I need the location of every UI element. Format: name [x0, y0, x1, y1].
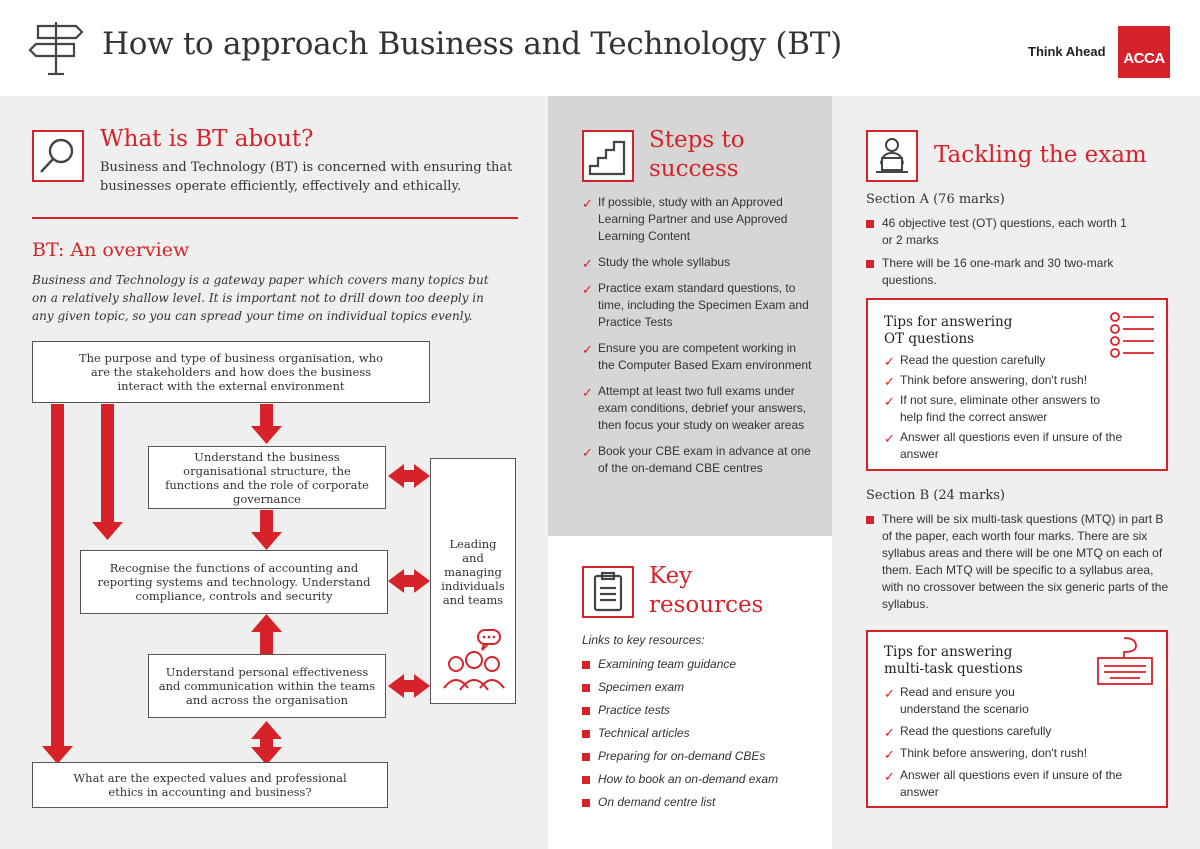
check-icon: ✓: [582, 342, 593, 357]
check-icon: ✓: [582, 196, 593, 211]
step-item: [582, 254, 814, 271]
resource-link-text[interactable]: Specimen exam: [598, 680, 685, 694]
check-icon: ✓: [884, 394, 895, 409]
ot-tip-text: Read the question carefully: [900, 353, 1046, 367]
resources-panel: [548, 536, 832, 849]
what-is-panel: [0, 96, 548, 849]
flow-box-personal: Understand personal effectiveness and communication within the teams and across the organisation: [148, 654, 386, 718]
step-item-text: Book your CBE exam in advance at one of the on-demand CBE centres: [598, 444, 811, 475]
bullet-square-icon: [582, 799, 590, 807]
resource-link-text[interactable]: Technical articles: [598, 726, 690, 740]
resource-link[interactable]: [582, 771, 814, 788]
bullet-square-icon: [866, 220, 874, 228]
section-b-list: [866, 511, 1170, 613]
check-icon: ✓: [884, 354, 895, 369]
check-icon: ✓: [884, 686, 895, 701]
ot-tip-item: [884, 372, 1124, 389]
step-item-text: Practice exam standard questions, to time, including the Specimen Exam and Practice Tests: [598, 281, 809, 329]
ot-tips-list: [884, 352, 1124, 463]
arrow-left-2: [101, 404, 114, 522]
harrow-1: [388, 464, 430, 488]
section-b-title: Section B (24 marks): [866, 488, 1005, 503]
mtq-tips-title-line2: multi-task questions: [884, 661, 1023, 677]
arrow-mid-2-head: [251, 532, 282, 550]
ot-tip-text: Think before answering, don't rush!: [900, 373, 1088, 387]
resource-link-text[interactable]: How to book an on-demand exam: [598, 772, 779, 786]
resource-link[interactable]: [582, 748, 814, 765]
what-is-heading: What is BT about?: [100, 126, 314, 152]
step-item: [582, 194, 814, 245]
steps-heading: [649, 126, 745, 184]
mtq-tip-text: Read and ensure you understand the scenario: [900, 685, 1029, 716]
resource-link[interactable]: [582, 656, 814, 673]
arrow-mid-3: [260, 632, 273, 654]
steps-list: [582, 194, 814, 477]
mtq-tips-title-line1: Tips for answering: [884, 644, 1013, 660]
bullet-square-icon: [582, 684, 590, 692]
tackling-panel: [832, 96, 1200, 849]
resource-link-text[interactable]: Practice tests: [598, 703, 671, 717]
resource-link[interactable]: [582, 679, 814, 696]
bullet-square-icon: [582, 776, 590, 784]
ot-tips-title-line1: Tips for answering: [884, 314, 1013, 330]
check-icon: ✓: [884, 431, 895, 446]
mtq-tips-box: [866, 630, 1168, 808]
arrow-mid-3-head: [251, 614, 282, 632]
signpost-icon: [28, 18, 84, 78]
step-item: [582, 280, 814, 331]
bullet-square-icon: [582, 753, 590, 761]
mtq-tip-text: Answer all questions even if unsure of the answer: [900, 768, 1123, 799]
check-icon: ✓: [582, 445, 593, 460]
step-item: [582, 383, 814, 434]
mtq-tip-text: Read the questions carefully: [900, 724, 1052, 738]
bullet-square-icon: [582, 730, 590, 738]
section-a-list: [866, 215, 1138, 289]
section-a-item-text: There will be 16 one-mark and 30 two-mark questions.: [882, 256, 1114, 287]
mtq-tips-list: [884, 684, 1124, 801]
section-a-title: Section A (76 marks): [866, 192, 1005, 207]
steps-heading-line1: Steps to: [649, 127, 745, 153]
leading-label: Leading and managing individuals and teams: [441, 537, 505, 607]
mtq-tip-item: [884, 745, 1124, 762]
flow-box-accounting: Recognise the functions of accounting and reporting systems and technology. Understand compliance, controls and security: [80, 550, 388, 614]
stairs-icon: [584, 132, 632, 180]
step-item-text: Ensure you are competent working in the Computer Based Exam environment: [598, 341, 812, 372]
step-item-text: Study the whole syllabus: [598, 255, 731, 269]
mtq-tips-title: [884, 644, 1023, 678]
step-item-text: Attempt at least two full exams under exam conditions, debrief your answers, then focus your study on weaker areas: [598, 384, 807, 432]
resources-heading: [649, 562, 763, 620]
resource-link[interactable]: [582, 725, 814, 742]
tackling-heading: Tackling the exam: [934, 142, 1147, 168]
tagline: Think Ahead: [1028, 44, 1106, 59]
clipboard-icon-box: [582, 566, 634, 618]
ot-tips-title: [884, 314, 1012, 348]
check-icon: ✓: [582, 385, 593, 400]
flow-box-ethics: What are the expected values and professional ethics in accounting and business?: [32, 762, 388, 808]
flow-box-structure: Understand the business organisational structure, the functions and the role of corporate governance: [148, 446, 386, 509]
resource-link-text[interactable]: On demand centre list: [598, 795, 716, 809]
acca-logo[interactable]: ACCA: [1118, 26, 1170, 78]
ot-tip-text: If not sure, eliminate other answers to help find the correct answer: [900, 393, 1101, 424]
arrow-mid-1-head: [251, 426, 282, 444]
bullet-square-icon: [582, 707, 590, 715]
harrow-2: [388, 569, 430, 593]
arrow-mid-2: [260, 510, 273, 532]
check-icon: ✓: [884, 769, 895, 784]
ot-tips-title-line2: OT questions: [884, 331, 975, 347]
steps-heading-line2: success: [649, 156, 739, 182]
mtq-tip-text: Think before answering, don't rush!: [900, 746, 1088, 760]
flow-box-purpose: The purpose and type of business organisation, who are the stakeholders and how does the business interact with the external environment: [32, 341, 430, 403]
step-item: [582, 340, 814, 374]
resource-link-text[interactable]: Preparing for on-demand CBEs: [598, 749, 766, 763]
overview-heading: BT: An overview: [32, 239, 190, 261]
bullet-square-icon: [866, 516, 874, 524]
ot-tip-item: [884, 352, 1124, 369]
clipboard-icon: [584, 568, 632, 616]
student-laptop-icon-box: [866, 130, 918, 182]
resources-heading-line1: Key: [649, 563, 693, 589]
arrow-left-2-head: [92, 522, 123, 540]
arrow-mid-4: [251, 721, 282, 739]
check-icon: ✓: [582, 282, 593, 297]
step-item-text: If possible, study with an Approved Learning Partner and use Approved Learning Content: [598, 195, 788, 243]
section-b-item-text: There will be six multi-task questions (MTQ) in part B of the paper, each worth four marks. There are six syllabus areas and there will be one MTQ on each of them. Each MTQ will be specific to a syllabus area, with no crossover between the six generic parts of the syllabus.: [882, 512, 1169, 611]
harrow-3: [388, 674, 430, 698]
arrow-left-1: [51, 404, 64, 746]
resource-link[interactable]: [582, 794, 814, 811]
check-icon: ✓: [884, 747, 895, 762]
section-a-item: [866, 215, 1138, 249]
arrow-mid-1: [260, 404, 273, 426]
check-icon: ✓: [884, 725, 895, 740]
stairs-icon-box: [582, 130, 634, 182]
resource-link-text[interactable]: Examining team guidance: [598, 657, 737, 671]
page-title: How to approach Business and Technology (BT): [102, 26, 842, 62]
ot-tip-item: [884, 429, 1124, 463]
resources-heading-line2: resources: [649, 592, 764, 618]
ot-tip-item: [884, 392, 1124, 426]
mtq-tip-item: [884, 684, 1124, 718]
student-laptop-icon: [868, 132, 916, 180]
steps-panel: [548, 96, 832, 536]
check-icon: ✓: [884, 374, 895, 389]
mtq-tip-item: [884, 767, 1124, 801]
resources-list: [582, 656, 814, 811]
team-icon: [440, 626, 508, 696]
what-is-text: Business and Technology (BT) is concerned with ensuring that businesses operate efficiently, effectively and ethically.: [100, 160, 513, 194]
section-a-item-text: 46 objective test (OT) questions, each worth 1 or 2 marks: [882, 216, 1127, 247]
check-icon: ✓: [582, 256, 593, 271]
ot-tips-box: [866, 298, 1168, 471]
section-b-item: [866, 511, 1170, 613]
overview-text: Business and Technology is a gateway paper which covers many topics but on a relatively shallow level. It is important not to drill down too deeply in any given topic, so you can spread your time on individual topics evenly.: [32, 273, 489, 323]
resources-intro: Links to key resources:: [582, 633, 705, 647]
section-a-item: [866, 255, 1138, 289]
resource-link[interactable]: [582, 702, 814, 719]
header: [0, 0, 1200, 96]
bullet-square-icon: [582, 661, 590, 669]
bullet-square-icon: [866, 260, 874, 268]
ot-tip-text: Answer all questions even if unsure of the answer: [900, 430, 1123, 461]
step-item: [582, 443, 814, 477]
mtq-tip-item: [884, 723, 1124, 740]
